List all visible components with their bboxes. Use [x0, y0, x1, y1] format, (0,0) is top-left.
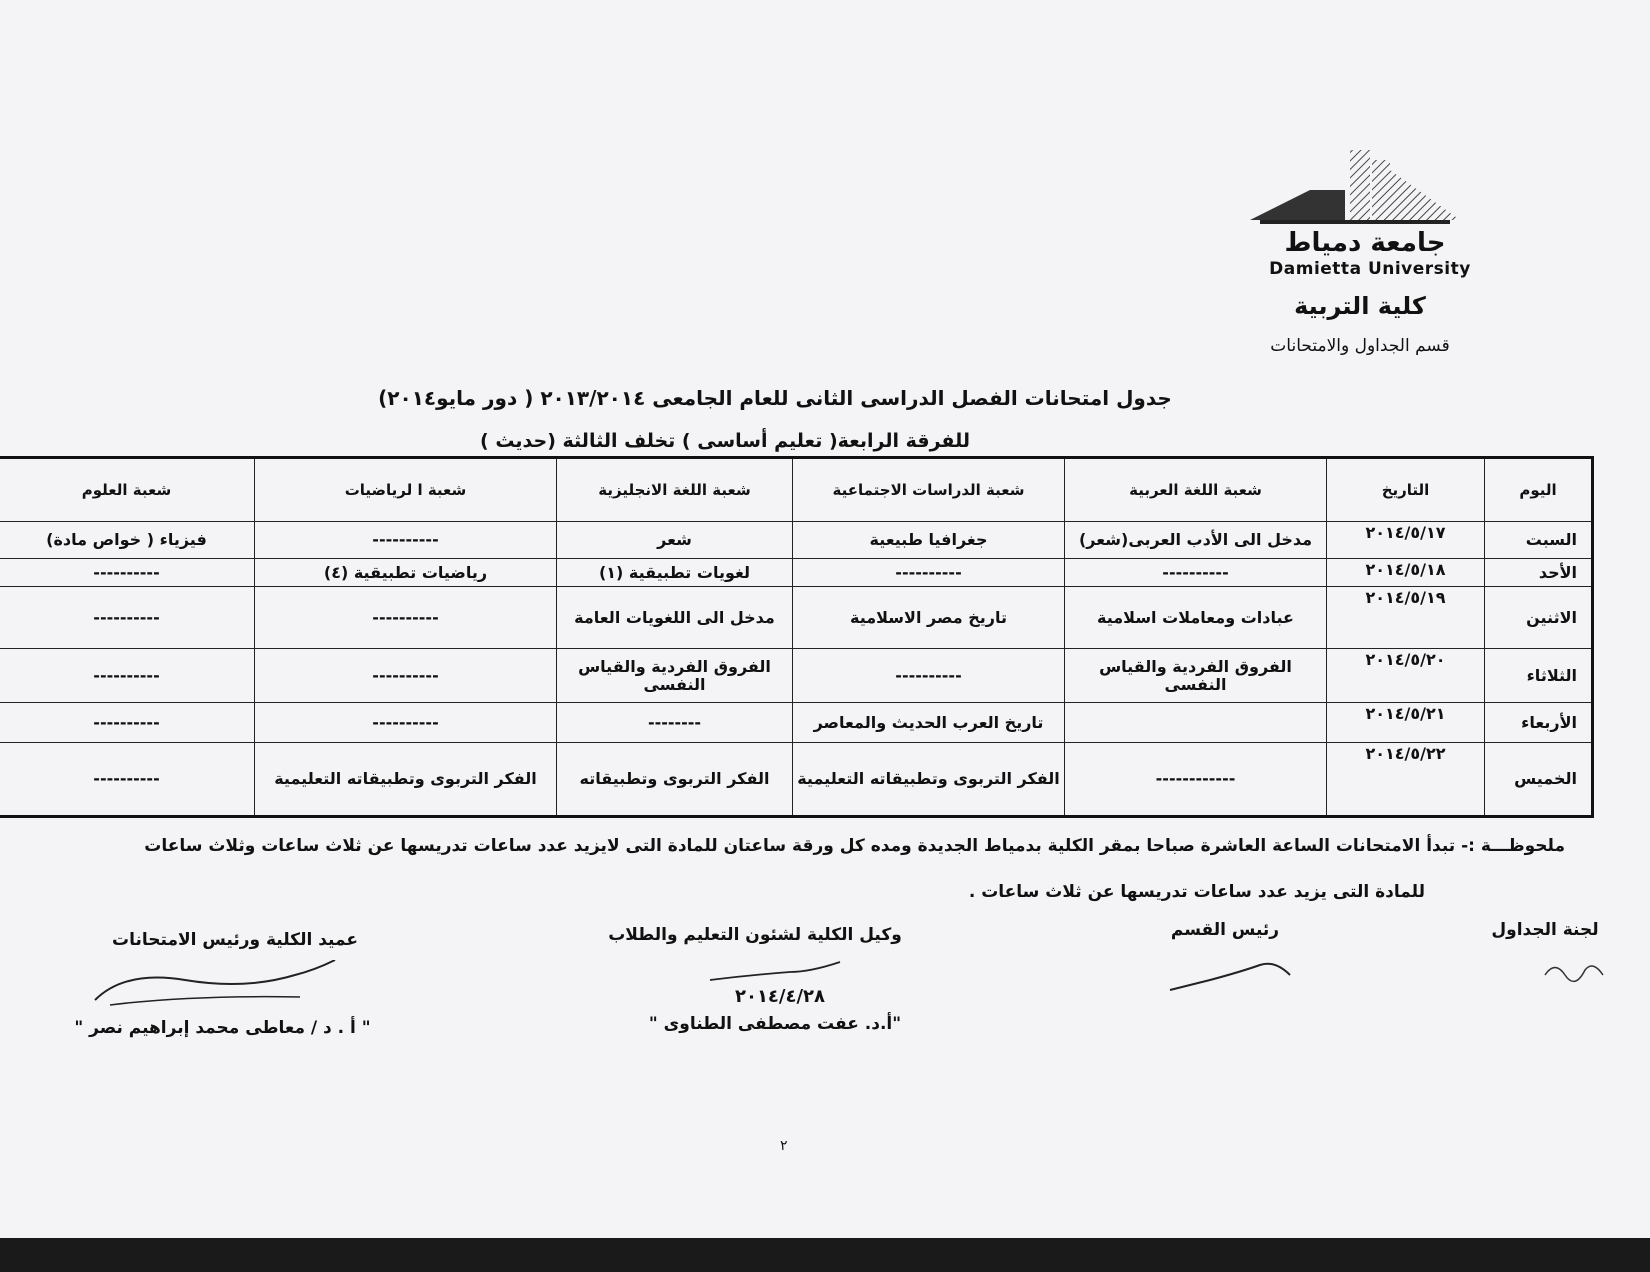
cell-day: الثلاثاء [1485, 649, 1593, 703]
note-line-1: ملحوظـــة :- تبدأ الامتحانات الساعة العاشرة صباحا بمقر الكلية بدمياط الجديدة ومده كل ورقة ساعتان للمادة التى لايزيد عدد ساعات تدريسها عن ثلاث ساعات وثلاث ساعات [144, 836, 1565, 856]
cell-english: الفكر التربوى وتطبيقاته [557, 743, 793, 817]
dean-signature-scribble [80, 960, 350, 1015]
cell-day: الاثنين [1485, 587, 1593, 649]
cell-date: ٢٠١٤/٥/١٩ [1327, 587, 1485, 649]
cell-date: ٢٠١٤/٥/٢٢ [1327, 743, 1485, 817]
signature-dean-name: " أ . د / معاطى محمد إبراهيم نصر " [74, 1018, 371, 1038]
cell-day: الأربعاء [1485, 703, 1593, 743]
cell-science: ---------- [0, 649, 255, 703]
cell-arabic: ------------ [1065, 743, 1327, 817]
cell-day: الأحد [1485, 559, 1593, 587]
table-row [0, 587, 1593, 649]
committee-signature-scribble [1540, 950, 1610, 990]
cell-english: مدخل الى اللغويات العامة [557, 587, 793, 649]
note-line-2: للمادة التى يزيد عدد ساعات تدريسها عن ثلاث ساعات . [968, 882, 1425, 902]
schedule-subtitle: للفرقة الرابعة( تعليم أساسى ) تخلف الثالثة (حديث ) [480, 430, 970, 452]
university-name-english: Damietta University [1269, 259, 1471, 279]
head-signature-scribble [1165, 955, 1305, 1005]
header-social-studies: شعبة الدراسات الاجتماعية [793, 458, 1065, 522]
cell-day: السبت [1485, 522, 1593, 559]
header-day: اليوم [1485, 458, 1593, 522]
cell-social-studies: الفكر التربوى وتطبيقاته التعليمية [793, 743, 1065, 817]
signature-vice-dean-title: وكيل الكلية لشئون التعليم والطلاب [608, 925, 902, 945]
cell-social-studies: ---------- [793, 559, 1065, 587]
header-arabic: شعبة اللغة العربية [1065, 458, 1327, 522]
cell-arabic: ---------- [1065, 559, 1327, 587]
vice-dean-signature-scribble [700, 955, 860, 990]
header-math: شعبة ا لرياضيات [255, 458, 557, 522]
cell-math: ---------- [255, 587, 557, 649]
cell-english: الفروق الفردية والقياس النفسى [557, 649, 793, 703]
cell-english: لغويات تطبيقية (١) [557, 559, 793, 587]
cell-arabic: عبادات ومعاملات اسلامية [1065, 587, 1327, 649]
signature-dean-title: عميد الكلية ورئيس الامتحانات [112, 930, 358, 950]
header-science: شعبة العلوم [0, 458, 255, 522]
signature-vice-dean-name: "أ.د. عفت مصطفى الطناوى " [648, 1014, 902, 1034]
signature-vice-dean-date: ٢٠١٤/٤/٢٨ [734, 986, 826, 1007]
cell-arabic: مدخل الى الأدب العربى(شعر) [1065, 522, 1327, 559]
signature-department-head: رئيس القسم [1170, 920, 1280, 940]
cell-social-studies: ---------- [793, 649, 1065, 703]
cell-math: الفكر التربوى وتطبيقاته التعليمية [255, 743, 557, 817]
table-row [0, 743, 1593, 817]
table-row [0, 559, 1593, 587]
cell-math: ---------- [255, 522, 557, 559]
cell-social-studies: تاريخ مصر الاسلامية [793, 587, 1065, 649]
faculty-name: كلية التربية [1294, 292, 1426, 320]
signature-committee: لجنة الجداول [1491, 920, 1599, 940]
table-row [0, 703, 1593, 743]
cell-social-studies: تاريخ العرب الحديث والمعاصر [793, 703, 1065, 743]
table-row [0, 649, 1593, 703]
cell-science: ---------- [0, 703, 255, 743]
cell-arabic: الفروق الفردية والقياس النفسى [1065, 649, 1327, 703]
cell-date: ٢٠١٤/٥/٢٠ [1327, 649, 1485, 703]
cell-date: ٢٠١٤/٥/١٧ [1327, 522, 1485, 559]
cell-science: فيزياء ( خواص مادة) [0, 522, 255, 559]
cell-math: ---------- [255, 649, 557, 703]
cell-english: -------- [557, 703, 793, 743]
header-date: التاريخ [1327, 458, 1485, 522]
cell-social-studies: جغرافيا طبيعية [793, 522, 1065, 559]
department-name: قسم الجداول والامتحانات [1270, 336, 1450, 356]
cell-arabic [1065, 703, 1327, 743]
header-english: شعبة اللغة الانجليزية [557, 458, 793, 522]
cell-math: رياضيات تطبيقية (٤) [255, 559, 557, 587]
page-number: ٢ [780, 1138, 788, 1154]
table-header-row [0, 458, 1593, 522]
university-name-arabic: جامعة دمياط [1284, 228, 1446, 258]
cell-science: ---------- [0, 559, 255, 587]
table-row [0, 522, 1593, 559]
cell-date: ٢٠١٤/٥/٢١ [1327, 703, 1485, 743]
scan-border [0, 1238, 1650, 1272]
cell-day: الخميس [1485, 743, 1593, 817]
cell-science: ---------- [0, 743, 255, 817]
cell-science: ---------- [0, 587, 255, 649]
cell-date: ٢٠١٤/٥/١٨ [1327, 559, 1485, 587]
cell-math: ---------- [255, 703, 557, 743]
schedule-title: جدول امتحانات الفصل الدراسى الثانى للعام الجامعى ٢٠١٣/٢٠١٤ ( دور مايو٢٠١٤) [378, 386, 1172, 410]
cell-english: شعر [557, 522, 793, 559]
exam-schedule-table [0, 456, 1594, 818]
